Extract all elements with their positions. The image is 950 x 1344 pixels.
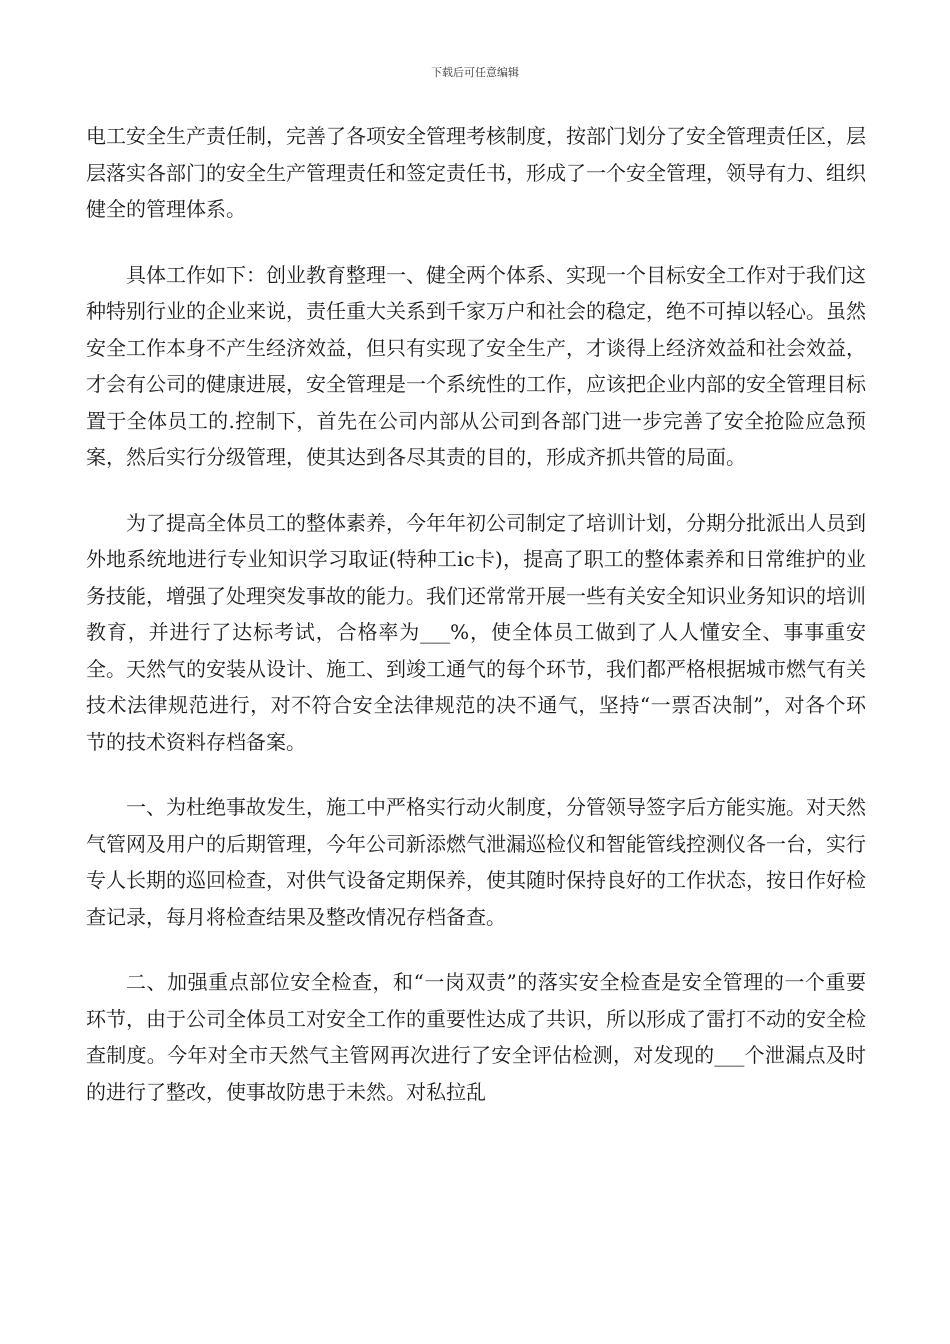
paragraph-4: 一、为杜绝事故发生，施工中严格实行动火制度，分管领导签字后方能实施。对天然气管网及用户的后期管理，今年公司新添燃气泄漏巡检仪和智能管线控测仪各一台，实行专人长期的巡回检查，对供气设备定期保养，使其随时保持良好的工作状态，按日作好检查记录，每月将检查结果及整改情况存档备查。 (86, 795, 866, 929)
paragraph-1: 电工安全生产责任制，完善了各项安全管理考核制度，按部门划分了安全管理责任区，层层落实各部门的安全生产管理责任和签定责任书，形成了一个安全管理，领导有力、组织健全的管理体系。 (86, 124, 866, 221)
page-header: 下载后可任意编辑 (431, 66, 519, 79)
document-body (86, 118, 866, 1139)
paragraph-2: 具体工作如下：创业教育整理一、健全两个体系、实现一个目标安全工作对于我们这种特别行业的企业来说，责任重大关系到千家万户和社会的稳定，绝不可掉以轻心。虽然安全工作本身不产生经济效益，但只有实现了安全生产，才谈得上经济效益和社会效益，才会有公司的健康进展，安全管理是一个系统性的工作，应该把企业内部的安全管理目标置于全体员工的.控制下，首先在公司内部从公司到各部门进一步完善了安全抢险应急预案，然后实行分级管理，使其达到各尽其责的目的，形成齐抓共管的局面。 (86, 262, 866, 469)
paragraph-3: 为了提高全体员工的整体素养，今年年初公司制定了培训计划，分期分批派出人员到外地系统地进行专业知识学习取证(特种工ic卡)，提高了职工的整体素养和日常维护的业务技能，增强了处理突发事故的能力。我们还常常开展一些有关安全知识业务知识的培训教育，并进行了达标考试，合格率为___%，使全体员工做到了人人懂安全、事事重安全。天然气的安装从设计、施工、到竣工通气的每个环节，我们都严格根据城市燃气有关技术法律规范进行，对不符合安全法律规范的决不通气，坚持“一票否决制”，对各个环节的技术资料存档备案。 (86, 510, 866, 754)
paragraph-5: 二、加强重点部位安全检查，和“一岗双责”的落实安全检查是安全管理的一个重要环节，由于公司全体员工对安全工作的重要性达成了共识，所以形成了雷打不动的安全检查制度。今年对全市天然气主管网再次进行了安全评估检测，对发现的___个泄漏点及时的进行了整改，使事故防患于未然。对私拉乱 (86, 970, 866, 1104)
